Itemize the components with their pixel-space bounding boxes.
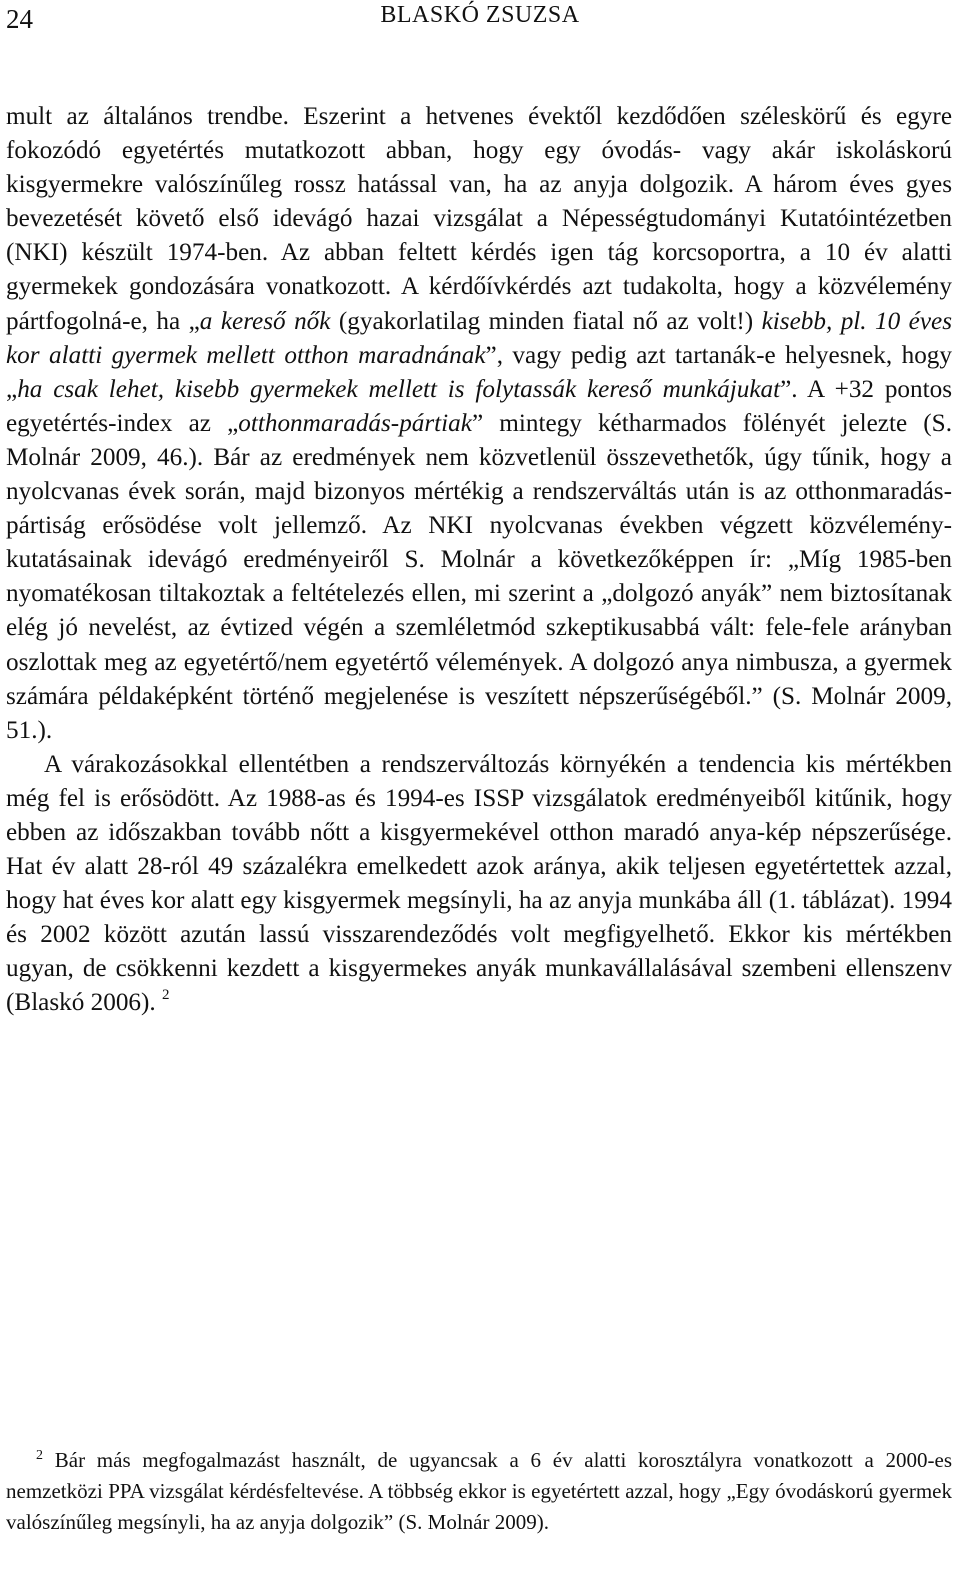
page-number: 24: [6, 4, 33, 34]
footnote-reference[interactable]: 2: [162, 987, 170, 1004]
p1-text-4: ”. A +32 pontos egyetértés-index az „: [6, 375, 953, 437]
p2-text: A várakozásokkal ellentétben a rendszerváltozás környékén a tendencia kis mértékben még fel is erősödött. Az 1988-as és 1994-es ISSP vizsgálatok eredményeiből kitűnik, hogy ebben az időszakban tovább nőtt a kisgyermekével otthon maradó anya-kép népszerűsége. Hat év alatt 28-ról 49 százalékra emelkedett azok aránya, akik teljesen egyetértettek azzal, hogy hat éves kor alatt egy kisgyermek megsínyli, ha az anyja munkába áll (1. táblázat). 1994 és 2002 között azután lassú visszarendeződés volt megfigyelhető. Ekkor kis mértékben ugyan, de csökkenni kezdett a kisgyermekes anyák munkavállalásával szembeni ellenszenv (Blaskó 2006).: [6, 750, 952, 1017]
p1-text-3: ”, vagy pedig azt tartanák-e helyesnek, hogy „: [6, 341, 952, 403]
footnote-paragraph: [6, 1445, 952, 1538]
p1-italic-4: otthonmaradás-pártiak: [238, 409, 472, 437]
page-header: [0, 0, 960, 40]
p1-text-1: mult az általános trendbe. Eszerint a hetvenes évektől kezdődően széleskörű és egyre fokozódó egyetértés mutatkozott abban, hogy egy óvodás- vagy akár iskoláskorú kisgyermekre valószínűleg rossz hatással van, ha az anyja dolgozik. A három éves gyes bevezetését követő első idevágó hazai vizsgálat a Népességtudományi Kutatóintézetben (NKI) készült 1974-ben. Az abban feltett kérdés igen tág korcsoportra, a 10 év alatti gyermekek gondozására vonatkozott. A kérdőívkérdés azt tudakolta, hogy a közvélemény pártfogolná-e, ha „: [6, 103, 952, 335]
p1-italic-2: kisebb, pl. 10 éves kor alatti gyermek mellett otthon maradnának: [6, 307, 952, 369]
p1-italic-3: ha csak lehet, kisebb gyermekek mellett is folytassák kereső munkájukat: [17, 375, 781, 403]
body-text: [6, 100, 952, 1021]
paragraph-1: [6, 100, 952, 748]
p1-text-5: ” mintegy kétharmados fölényét jelezte (S. Molnár 2009, 46.). Bár az eredmények nem közvetlenül összevethetők, úgy tűnik, hogy a nyolcvanas évek során, majd bizonyos mértékig a rendszerváltás után is az otthonmaradás-pártiság erősödése volt jellemző. Az NKI nyolcvanas években végzett közvélemény-kutatásainak idevágó eredményeiről S. Molnár a következőképpen ír: „Míg 1985-ben nyomatékosan tiltakoztak a feltételezés ellen, mi szerint a „dolgozó anyák” nem biztosítanak elég jó nevelést, az évtized végén a szemléletmód szkeptikusabbá vált: fele-fele arányban oszlottak meg az egyetértő/nem egyetértő vélemények. A dolgozó anya nimbusza, a gyermek számára példaképként történő megjelenése is veszített népszerűségéből.” (S. Molnár 2009, 51.).: [6, 409, 952, 744]
footnote-mark: 2: [36, 1448, 43, 1463]
paragraph-2: [6, 748, 952, 1021]
footnote: [6, 1445, 952, 1538]
running-title: BLASKÓ ZSUZSA: [380, 2, 580, 28]
p1-italic-1: a kereső nők: [199, 307, 331, 335]
p1-text-2: (gyakorlatilag minden fiatal nő az volt!): [330, 307, 762, 335]
footnote-text: Bár más megfogalmazást használt, de ugyancsak a 6 év alatti korosztályra vonatkozott a 2000-es nemzetközi PPA vizsgálat kérdésfeltevése. A többség ekkor is egyetértett azzal, hogy „Egy óvodáskorú gyermek valószínűleg megsínyli, ha az anyja dolgozik” (S. Molnár 2009).: [6, 1448, 952, 1534]
